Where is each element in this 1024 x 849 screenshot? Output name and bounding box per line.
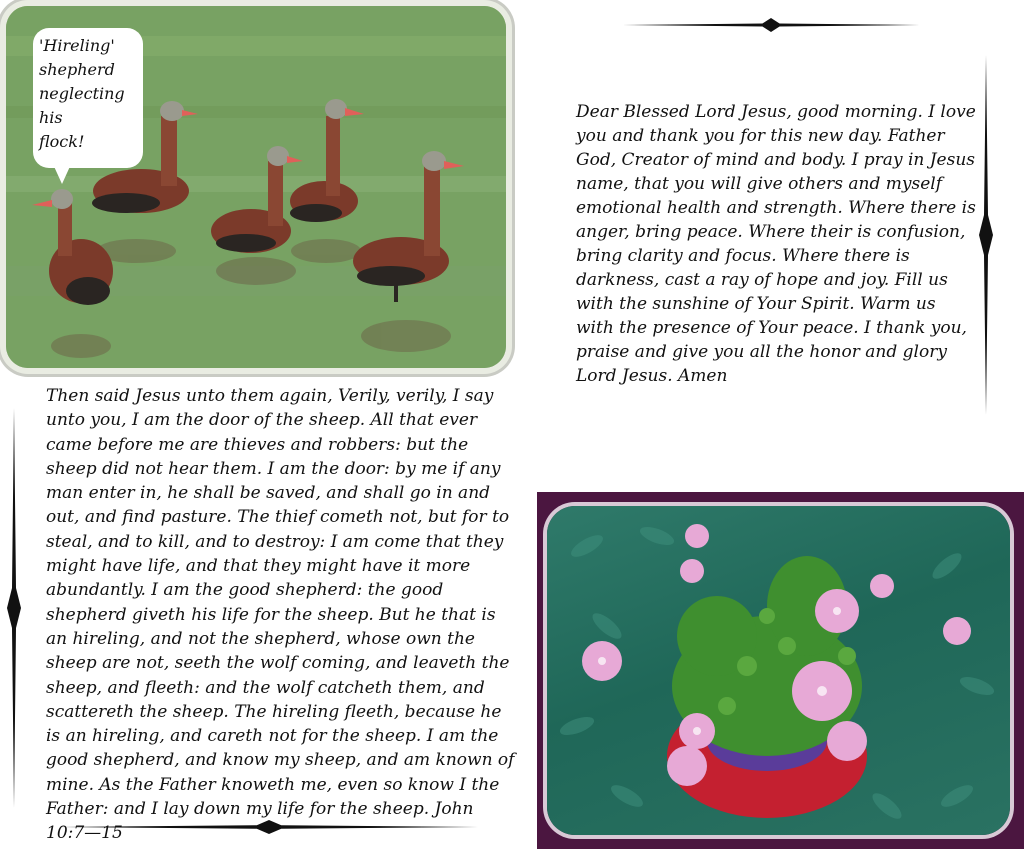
flowers-photo-inner — [547, 506, 1010, 835]
speech-line: neglecting — [39, 84, 125, 103]
vertical-ornament-left — [7, 408, 21, 808]
speech-line: 'Hireling' — [39, 36, 115, 55]
flowers-photo — [537, 492, 1024, 849]
divider-ornament-top — [580, 18, 962, 32]
scripture-reference: John 10:7—15 — [46, 799, 474, 844]
speech-line: shepherd — [39, 60, 115, 79]
speech-bubble — [33, 28, 143, 168]
prayer-text: Dear Blessed Lord Jesus, good morning. I love you and thank you for this new day. Father God, Creator of mind and body. I pray in Jesus name, that you will give others and myself emotional health and strength. Where there is anger, bring peace. Where their is confusion, bring clarity and focus. Where there is darkness, cast a ray of hope and joy. Fill us with the sunshine of Your Spirit. Warm us with the presence of Your peace. I thank you, praise and give you all the honor and glory Lord Jesus. Amen — [576, 102, 976, 386]
speech-line: his — [39, 108, 63, 127]
scripture-text: Then said Jesus unto them again, Verily, verily, I say unto you, I am the door of the sheep. All that ever came before me are thieves and robbers: but the sheep did not hear them. I am the door: by me if any man enter in, he shall be saved, and shall go in and out, and find pasture. The thief cometh not, but for to steal, and to kill, and to destroy: I am come that they might have life, and that they might have it more abundantly. I am the good shepherd: the good shepherd giveth his life for the sheep. But he that is an hireling, and not the shepherd, whose own the sheep are not, seeth the wolf coming, and leaveth the sheep, and fleeth: and the wolf catcheth them, and scattereth the sheep. The hireling fleeth, because he is an hireling, and careth not for the sheep. I am the good shepherd, and know my sheep, and am known of mine. As the Father knoweth me, even so know I the Father: and I lay down my life for the sheep. — [46, 386, 515, 820]
speech-line: flock! — [39, 132, 85, 151]
vertical-ornament-right — [979, 55, 993, 415]
scripture-passage — [46, 384, 516, 846]
